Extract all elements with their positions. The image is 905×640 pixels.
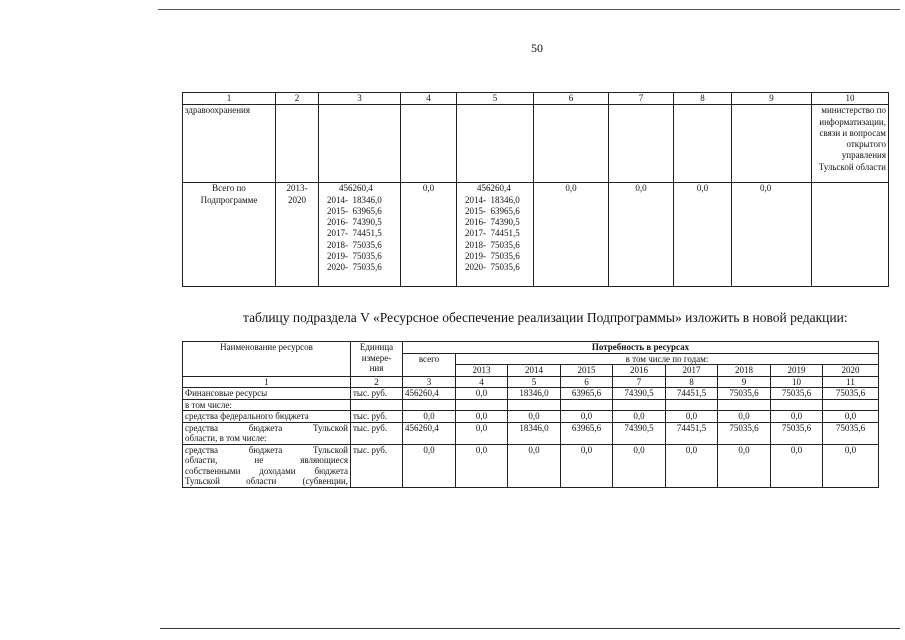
t1-r2-c2 (276, 183, 319, 287)
row-unit: тыс. руб. (351, 422, 403, 444)
row-name-line: средства бюджета Тульской (185, 422, 348, 433)
t1-r1-c2 (276, 105, 319, 183)
cell: 0,0 (561, 411, 613, 423)
cell: 74390,5 (613, 422, 666, 444)
t1-r2-c7: 0,0 (609, 183, 674, 287)
col-number: 1 (183, 376, 351, 388)
resource-table (182, 341, 879, 488)
t1-r1-c8 (674, 105, 732, 183)
row-name: средства федерального бюджета (183, 411, 351, 423)
amount-line: 456260,4 (339, 183, 373, 194)
unit-header-line: ния (369, 363, 384, 373)
cell (561, 399, 613, 411)
year-2020: 2020 (823, 365, 879, 377)
need-header: Потребность в ресурсах (403, 342, 879, 354)
subprogram-table (182, 92, 889, 287)
cell: 0,0 (823, 444, 879, 487)
t1-col-3: 3 (319, 93, 401, 105)
cell: 75035,6 (771, 388, 823, 400)
executor-line: информатизации, (819, 116, 886, 127)
cell: 18346,0 (508, 422, 561, 444)
cell: 0,0 (718, 411, 771, 423)
cell: 0,0 (718, 444, 771, 487)
t1-col-7: 7 (609, 93, 674, 105)
col-number: 9 (718, 376, 771, 388)
row-unit (351, 399, 403, 411)
t1-col-1: 1 (183, 93, 276, 105)
amount-line: 2020- 75035,6 (327, 262, 382, 273)
t2-number-row (183, 376, 879, 388)
cell: 0,0 (613, 444, 666, 487)
amount-line: 2014- 18346,0 (327, 194, 382, 205)
row-name: в том числе: (183, 399, 351, 411)
t1-col-6: 6 (534, 93, 609, 105)
unit-header (351, 342, 403, 377)
cell (771, 399, 823, 411)
amount-line: 2017- 74451,5 (465, 228, 520, 239)
table-row (183, 444, 879, 487)
top-rule (158, 9, 900, 10)
bottom-rule (160, 628, 900, 629)
executor-line: министерство по (821, 105, 886, 116)
row-name-line: средства бюджета Тульской (185, 444, 348, 455)
amount-line: 2020- 75035,6 (465, 262, 520, 273)
executor-line: управления (841, 150, 886, 161)
t1-col-4: 4 (401, 93, 457, 105)
cell: 0,0 (771, 444, 823, 487)
cell: 75035,6 (771, 422, 823, 444)
t1-r1-c4 (401, 105, 457, 183)
col-number: 3 (403, 376, 456, 388)
table-row (183, 399, 879, 411)
year-2018: 2018 (718, 365, 771, 377)
cell: 456260,4 (403, 422, 456, 444)
period-line: 2013- (286, 183, 308, 194)
executor-line: связи и вопросам (819, 127, 886, 138)
cell: 0,0 (771, 411, 823, 423)
row-name (183, 422, 351, 444)
executor-line: открытого (846, 139, 886, 150)
unit-header-line: Единица (359, 342, 394, 352)
amount-line: 2019- 75035,6 (327, 251, 382, 262)
cell (823, 399, 879, 411)
row-unit: тыс. руб. (351, 444, 403, 487)
amount-line: 2016- 74390,5 (465, 217, 520, 228)
cell: 0,0 (561, 444, 613, 487)
table1-row-healthcare (183, 105, 889, 183)
t2-header-row-1 (183, 342, 879, 354)
col-number: 10 (771, 376, 823, 388)
row-name-line: области, в том числе: (185, 433, 267, 443)
total-header: всего (403, 353, 456, 376)
cell: 0,0 (403, 444, 456, 487)
table1-row-total (183, 183, 889, 287)
cell (456, 399, 508, 411)
year-2013: 2013 (456, 365, 508, 377)
col-number: 7 (613, 376, 666, 388)
t1-r2-c4: 0,0 (401, 183, 457, 287)
t1-r1-c7 (609, 105, 674, 183)
row-name-line: области, не являющиеся (185, 455, 348, 465)
cell: 0,0 (613, 411, 666, 423)
year-2014: 2014 (508, 365, 561, 377)
year-2015: 2015 (561, 365, 613, 377)
cell (403, 399, 456, 411)
cell: 63965,6 (561, 422, 613, 444)
t1-r2-c10 (812, 183, 889, 287)
t1-r1-c10 (812, 105, 889, 183)
t1-r2-c1 (183, 183, 276, 287)
t1-r1-c3 (319, 105, 401, 183)
total-label-line: Всего по (212, 183, 246, 194)
cell: 75035,6 (823, 388, 879, 400)
t1-r1-c5 (457, 105, 534, 183)
cell: 75035,6 (718, 388, 771, 400)
amount-line: 2017- 74451,5 (327, 228, 382, 239)
t1-col-10: 10 (812, 93, 889, 105)
year-2017: 2017 (666, 365, 718, 377)
t1-r1-c1: здравоохранения (183, 105, 276, 183)
cell (613, 399, 666, 411)
cell: 0,0 (456, 422, 508, 444)
cell: 0,0 (666, 444, 718, 487)
cell: 0,0 (456, 388, 508, 400)
executor-line: Тульской области (818, 161, 886, 172)
t1-r1-c6 (534, 105, 609, 183)
cell: 75035,6 (718, 422, 771, 444)
table-row (183, 388, 879, 400)
cell: 63965,6 (561, 388, 613, 400)
cell: 0,0 (403, 411, 456, 423)
row-name: Финансовые ресурсы (183, 388, 351, 400)
cell (508, 399, 561, 411)
cell: 0,0 (456, 411, 508, 423)
year-2016: 2016 (613, 365, 666, 377)
t1-r1-c9 (732, 105, 812, 183)
amount-line: 2015- 63965,6 (327, 205, 382, 216)
cell (666, 399, 718, 411)
col-number: 11 (823, 376, 879, 388)
t1-r2-c9: 0,0 (732, 183, 812, 287)
row-name-line: собственными доходами бюджета (185, 465, 348, 476)
year-2019: 2019 (771, 365, 823, 377)
cell: 74451,5 (666, 388, 718, 400)
t1-r2-c3 (319, 183, 401, 287)
table-row (183, 422, 879, 444)
amount-line: 2016- 74390,5 (327, 217, 382, 228)
cell: 18346,0 (508, 388, 561, 400)
cell: 74390,5 (613, 388, 666, 400)
t1-col-9: 9 (732, 93, 812, 105)
amount-line: 2019- 75035,6 (465, 251, 520, 262)
by-year-header: в том числе по годам: (456, 353, 879, 365)
amount-line: 2014- 18346,0 (465, 194, 520, 205)
amount-line: 2015- 63965,6 (465, 205, 520, 216)
table1-header-row (183, 93, 889, 105)
instruction-sentence: таблицу подраздела V «Ресурсное обеспечение реализации Подпрограммы» изложить в новой редакции: (243, 310, 848, 325)
t1-col-2: 2 (276, 93, 319, 105)
table-row (183, 411, 879, 423)
t1-r2-c8: 0,0 (674, 183, 732, 287)
col-number: 6 (561, 376, 613, 388)
row-unit: тыс. руб. (351, 388, 403, 400)
cell: 75035,6 (823, 422, 879, 444)
row-unit: тыс. руб. (351, 411, 403, 423)
cell: 0,0 (823, 411, 879, 423)
t1-r2-c6: 0,0 (534, 183, 609, 287)
resource-name-header: Наименование ресурсов (183, 342, 351, 377)
cell: 74451,5 (666, 422, 718, 444)
page-number: 50 (531, 41, 543, 55)
total-label-line: Подпрограмме (200, 194, 258, 205)
cell: 0,0 (508, 444, 561, 487)
amount-line: 456260,4 (477, 183, 511, 194)
col-number: 8 (666, 376, 718, 388)
row-name-line: Тульской области (субвенции, (185, 476, 348, 486)
cell: 0,0 (666, 411, 718, 423)
col-number: 4 (456, 376, 508, 388)
unit-header-line: измере- (361, 352, 392, 363)
row-name (183, 444, 351, 487)
col-number: 5 (508, 376, 561, 388)
t1-col-5: 5 (457, 93, 534, 105)
col-number: 2 (351, 376, 403, 388)
cell (718, 399, 771, 411)
period-line: 2020 (288, 194, 306, 205)
cell: 456260,4 (403, 388, 456, 400)
amount-line: 2018- 75035,6 (327, 239, 382, 250)
t1-col-8: 8 (674, 93, 732, 105)
t1-r2-c5 (457, 183, 534, 287)
amount-line: 2018- 75035,6 (465, 239, 520, 250)
cell: 0,0 (456, 444, 508, 487)
cell: 0,0 (508, 411, 561, 423)
